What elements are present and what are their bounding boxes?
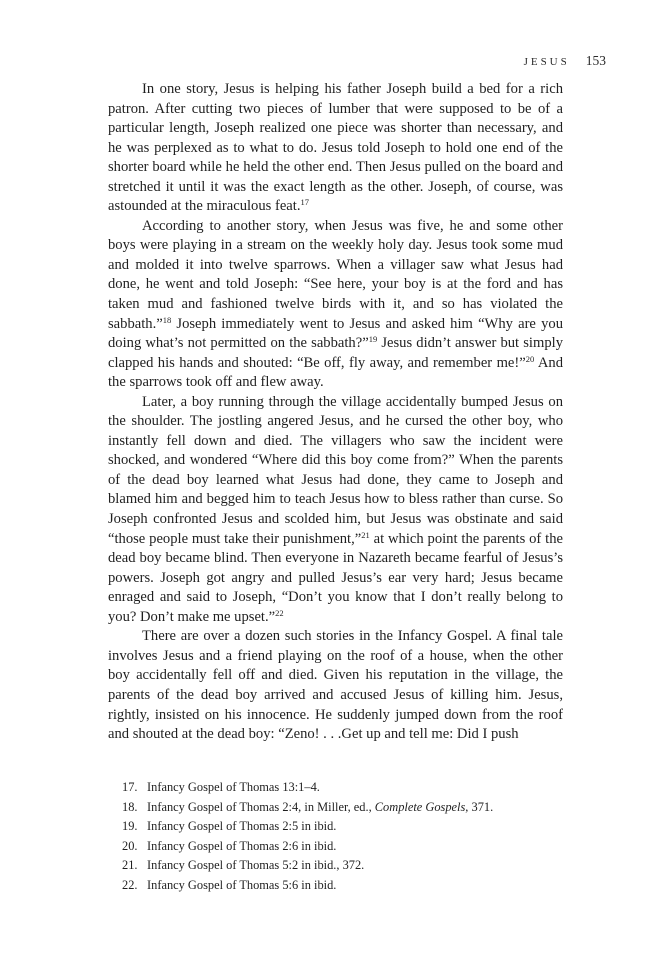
footnote-ref: 21 — [361, 529, 370, 540]
text-run: at which point the parents of the dead boy became blind. Then everyone in Nazareth became fearful of Jesus’s powers. Joseph got angry and pulled Jesus’s ear very hard; Jesus became enraged and said to Joseph, “Don’t you know that I don’t really belong to you? Don’t make me upset.” — [108, 530, 563, 625]
footnote — [122, 837, 562, 857]
page-number: 153 — [585, 53, 606, 68]
text-run: There are over a dozen such stories in the Infancy Gospel. A final tale involves Jesus and a friend playing on the roof of a house, when the other boy accidentally fell off and died. Given his reputation in the village, the parents of the dead boy arrived and accused Jesus of killing him. Jesus, rightly, insisted on his innocence. He suddenly jumped down from the roof and shouted at the dead boy: “Zeno! . . .Get up and tell me: Did I push — [108, 628, 563, 743]
footnote-text: Infancy Gospel of Thomas 2:4, in Miller, ed., — [147, 799, 375, 814]
body-text — [108, 80, 563, 745]
running-head — [524, 53, 606, 69]
text-run: Jesus didn’t answer but simply clapped his hands and shouted: “Be off, fly away, and remember me!” — [108, 335, 563, 371]
footnote-text: , 371. — [465, 799, 494, 814]
footnote-text: Infancy Gospel of Thomas 13:1–4. — [147, 780, 320, 794]
footnote — [122, 856, 562, 876]
paragraph — [108, 627, 563, 744]
footnote-number: 17. — [122, 780, 138, 794]
footnote-ref: 20 — [525, 353, 535, 364]
footnote-number: 22. — [122, 877, 138, 892]
footnote-ref: 17 — [300, 197, 309, 208]
footnote-number: 21. — [122, 858, 138, 873]
footnote-ref: 19 — [368, 334, 378, 345]
footnote-ref: 22 — [275, 607, 284, 618]
footnote-number: 19. — [122, 819, 138, 834]
footnote-number: 20. — [122, 838, 138, 853]
text-run: And the sparrows took off and flew away. — [108, 354, 563, 391]
text-run: In one story, Jesus is helping his father Joseph build a bed for a rich patron. After cutting two pieces of lumber that were supposed to be of a particular length, Joseph realized one piece was shorter than necessary, and he was perplexed as to what to do. Jesus told Joseph to hold one end of the shorter board while he held the other end. Then Jesus pulled on the board and stretched it until it was the exact length as the other. Joseph, of course, was astounded at the miraculous feat. — [108, 81, 563, 215]
footnote-number: 18. — [122, 799, 138, 814]
text-run: Joseph immediately went to Jesus and asked him “Why are you doing what’s not permitted on the sabbath?” — [108, 315, 563, 352]
footnote-title: Complete Gospels — [374, 799, 466, 814]
footnote — [122, 778, 562, 798]
paragraph — [108, 217, 563, 393]
text-run: Later, a boy running through the village accidentally bumped Jesus on the shoulder. The jostling angered Jesus, and he cursed the other boy, who instantly fell down and died. The villagers who saw the incident were shocked, and wondered “Where did this boy come from?” When the parents of the dead boy learned what Jesus had done, they came to Joseph and blamed him and begged him to teach Jesus how to bless rather than curse. So Joseph confronted Jesus and scolded him, but Jesus was obstinate and said “those people must take their punishment,” — [108, 393, 563, 547]
footnote-text: Infancy Gospel of Thomas 5:6 in ibid. — [147, 877, 337, 892]
running-head-title: JESUS — [523, 56, 570, 68]
footnote-text: Infancy Gospel of Thomas 2:6 in ibid. — [147, 838, 337, 853]
paragraph — [108, 393, 563, 628]
footnote-ref: 18 — [162, 314, 172, 325]
footnote — [122, 817, 562, 837]
footnote — [122, 798, 562, 818]
footnote — [122, 876, 562, 896]
paragraph — [108, 80, 563, 217]
text-run: According to another story, when Jesus was five, he and some other boys were playing in a stream on the weekly holy day. Jesus took some mud and molded it into twelve sparrows. When a villager saw what Jesus had done, he went and told Joseph: “See here, your boy is at the ford and has taken mud and fashioned twelve birds with it, and so has violated the sabbath.” — [108, 217, 563, 332]
footnote-text: Infancy Gospel of Thomas 2:5 in ibid. — [147, 819, 337, 834]
footnote-text: Infancy Gospel of Thomas 5:2 in ibid., 372. — [147, 858, 365, 873]
footnotes — [122, 778, 562, 896]
